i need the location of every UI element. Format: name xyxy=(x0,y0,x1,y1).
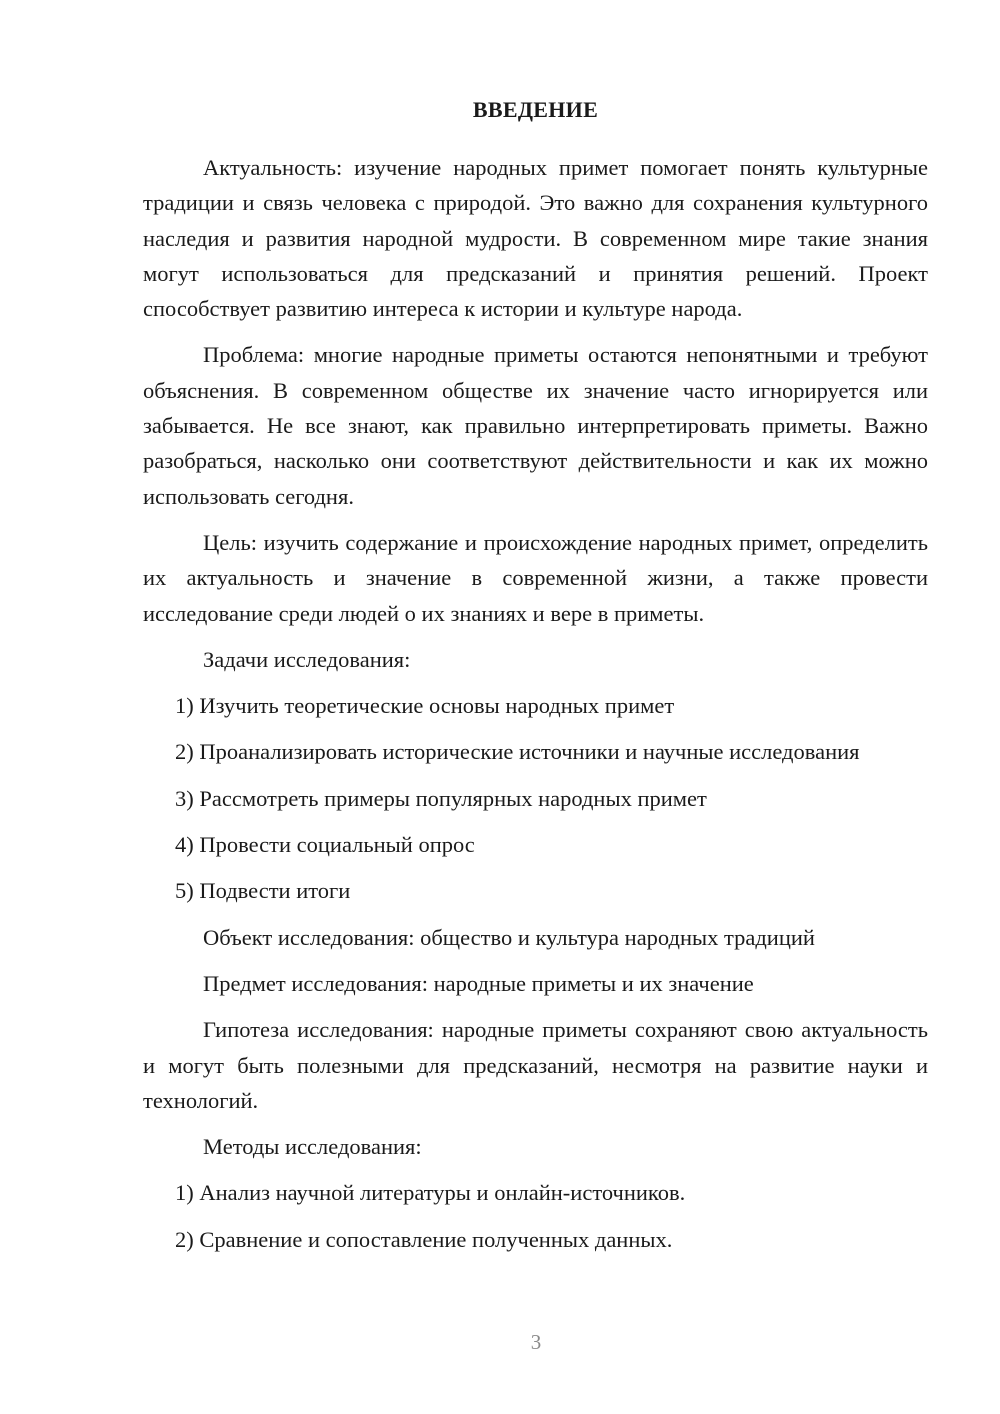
task-item: 1) Изучить теоретические основы народных примет xyxy=(175,693,675,719)
task-item: 3) Рассмотреть примеры популярных народных примет xyxy=(175,785,707,811)
goal-paragraph: Цель: изучить содержание и происхождение народных примет, определить их актуальность и значение в современной жизни, а также провести исследование среди людей о их знаниях и вере в приметы. xyxy=(143,529,928,626)
object-line: Объект исследования: общество и культура народных традиций xyxy=(203,924,815,950)
subject-line: Предмет исследования: народные приметы и их значение xyxy=(203,970,754,996)
method-item: 2) Сравнение и сопоставление полученных данных. xyxy=(175,1226,673,1252)
method-item: 1) Анализ научной литературы и онлайн-источников. xyxy=(175,1180,686,1206)
relevance-paragraph: Актуальность: изучение народных примет помогает понять культурные традиции и связь человека с природой. Это важно для сохранения культурного наследия и развития народной мудрости. В современном мире такие знания могут использоваться для предсказаний и принятия решений. Проект способствует развитию интереса к истории и культуре народа. xyxy=(143,155,928,322)
section-title: ВВЕДЕНИЕ xyxy=(472,97,599,122)
task-item: 4) Провести социальный опрос xyxy=(175,832,475,858)
page-content xyxy=(143,92,928,1268)
tasks-heading: Задачи исследования: xyxy=(203,646,411,672)
task-item: 5) Подвести итоги xyxy=(175,878,351,904)
hypothesis-paragraph: Гипотеза исследования: народные приметы сохраняют свою актуальность и могут быть полезными для предсказаний, несмотря на развитие науки и технологий. xyxy=(143,1017,928,1113)
task-item: 2) Проанализировать исторические источники и научные исследования xyxy=(175,739,860,765)
page-number: 3 xyxy=(530,1330,542,1354)
methods-heading: Методы исследования: xyxy=(203,1134,422,1160)
problem-paragraph: Проблема: многие народные приметы остаются непонятными и требуют объяснения. В современном обществе их значение часто игнорируется или забывается. Не все знают, как правильно интерпретировать приметы. Важно разобраться, насколько они соответствуют действительности и как их можно использовать сегодня. xyxy=(143,342,928,509)
